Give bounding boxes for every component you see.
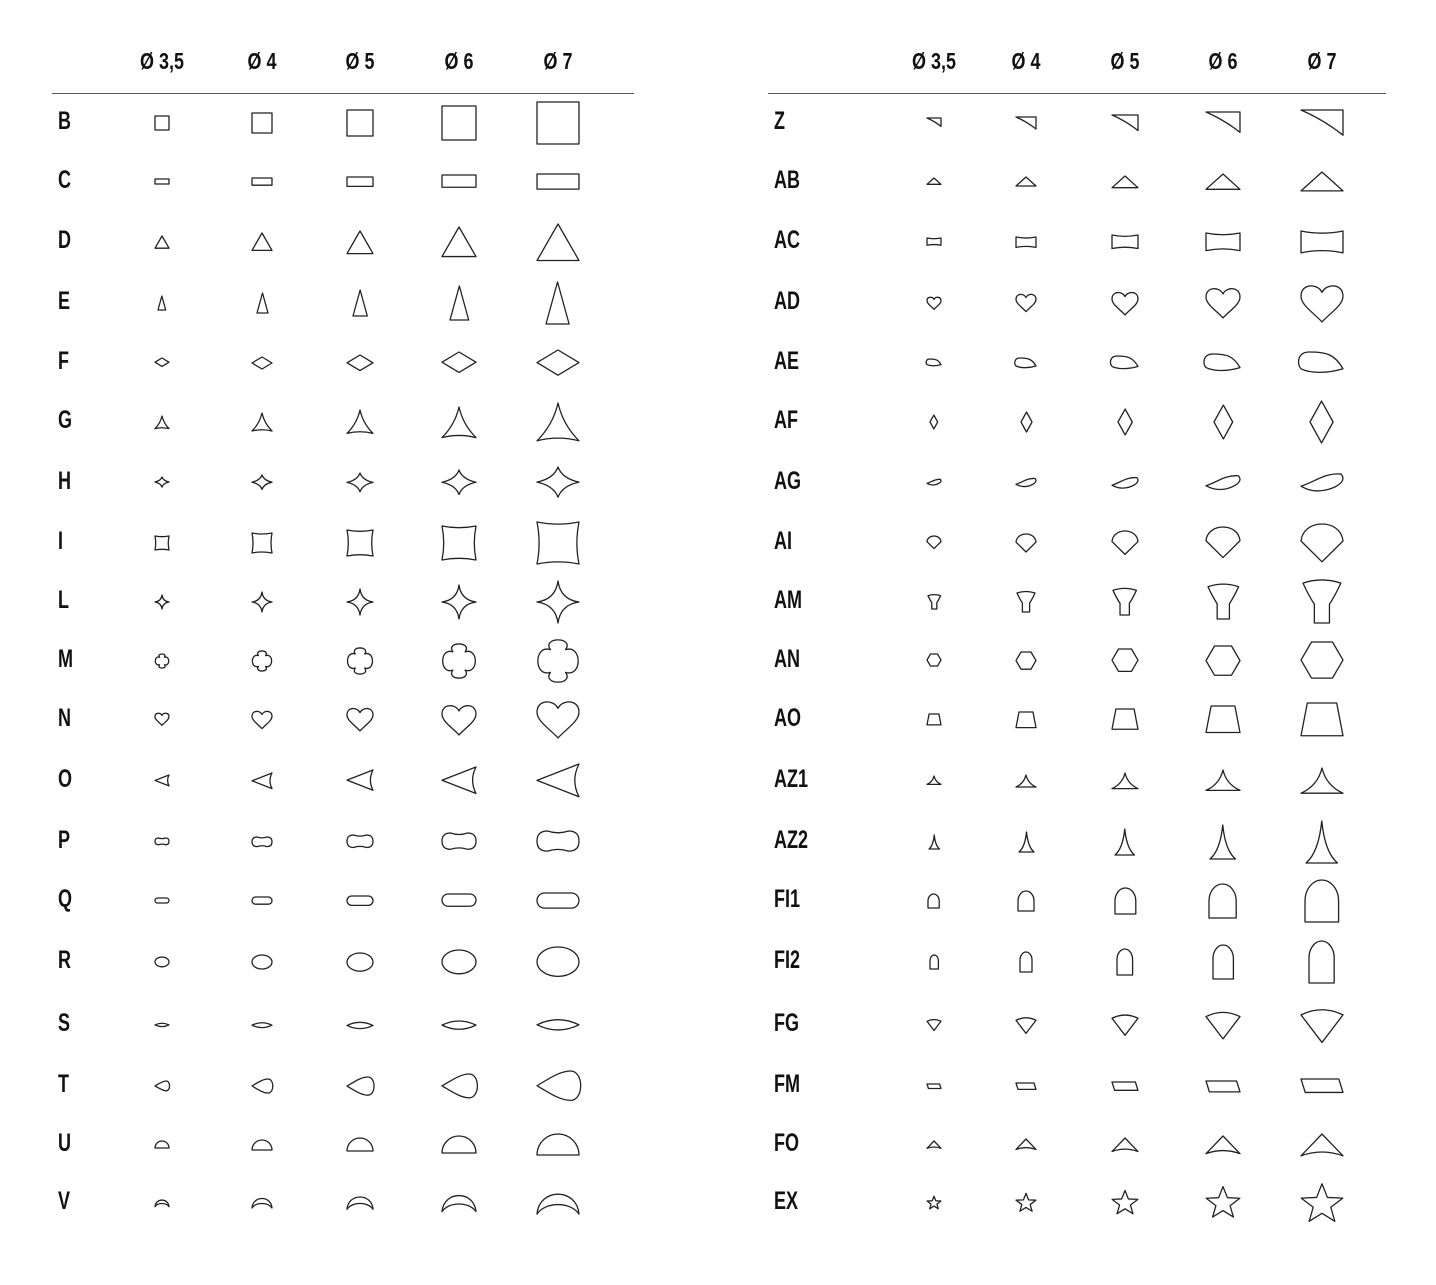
stadium-icon: [250, 895, 274, 906]
gem-icon: [1299, 1006, 1345, 1044]
wave-leaf-icon: [1299, 471, 1345, 494]
triangle-icon: [345, 229, 375, 256]
tulip-icon: [1015, 590, 1037, 614]
vertical-rhombus-icon: [1116, 407, 1134, 437]
parallelogram-icon: [1014, 1081, 1038, 1091]
rhombus-icon: [345, 353, 375, 373]
column-header: Ø 3,5: [140, 48, 184, 74]
concave-flat-triangle-icon: [1110, 771, 1140, 791]
bean-icon: [925, 357, 943, 368]
tall-triangle-icon: [156, 294, 168, 312]
arch-icon: [926, 892, 941, 910]
stadium-icon: [440, 892, 478, 908]
rhombus-icon: [153, 356, 171, 368]
row-code-label: EX: [774, 1186, 799, 1215]
heart-icon: [1110, 290, 1140, 317]
rectangle-icon: [153, 177, 171, 186]
semicircle-icon: [345, 1136, 375, 1153]
tall-arch-icon: [928, 953, 940, 971]
square-icon: [250, 111, 274, 135]
semicircle-icon: [153, 1139, 171, 1150]
row-code-label: AC: [774, 226, 800, 254]
rhombus-icon: [535, 348, 581, 377]
row-code-label: FI1: [774, 884, 801, 913]
concave-base-triangle-icon: [1110, 1136, 1140, 1154]
tall-arch-icon: [1307, 939, 1336, 985]
concave-tall-triangle-icon: [1208, 823, 1238, 861]
row-code-label: AI: [774, 526, 792, 555]
column-header: Ø 7: [543, 48, 573, 74]
concave-flat-triangle-icon: [1014, 773, 1038, 789]
row-code-label: FM: [774, 1070, 800, 1098]
row-code-label: G: [58, 406, 73, 434]
table-top-rule: [52, 93, 634, 94]
five-point-star-icon: [1299, 1181, 1345, 1225]
crescent-icon: [345, 1193, 375, 1211]
row-code-label: N: [58, 703, 72, 732]
four-point-star-icon: [345, 587, 375, 617]
ellipse-icon: [153, 955, 171, 969]
bean-icon: [1014, 356, 1038, 370]
stadium-icon: [345, 894, 375, 907]
heart-icon: [925, 295, 943, 311]
row-code-label: Z: [774, 106, 786, 135]
row-code-label: FO: [774, 1128, 799, 1157]
hexagon-icon: [1299, 640, 1345, 680]
ellipse-icon: [440, 948, 478, 976]
hexagon-icon: [1110, 647, 1140, 673]
row-code-label: AE: [774, 346, 800, 375]
column-header: Ø 5: [1110, 48, 1140, 74]
concave-square-icon: [440, 524, 478, 562]
column-header: Ø 4: [1011, 48, 1041, 74]
concave-triangle-icon: [153, 414, 171, 431]
peanut-icon: [250, 835, 274, 849]
square-icon: [440, 104, 478, 142]
row-code-label: H: [58, 466, 72, 495]
shell-icon: [1299, 522, 1345, 564]
row-code-label: F: [58, 346, 70, 375]
crescent-icon: [440, 1191, 478, 1214]
vertical-rhombus-icon: [928, 413, 940, 431]
vertical-rhombus-icon: [1019, 410, 1034, 434]
row-code-label: S: [58, 1009, 71, 1037]
tulip-icon: [926, 593, 943, 611]
shell-icon: [1110, 529, 1140, 556]
row-code-label: AN: [774, 644, 800, 673]
heart-icon: [153, 711, 171, 727]
heart-icon: [1299, 283, 1345, 324]
lens-icon: [440, 1016, 478, 1034]
semicircle-icon: [250, 1138, 274, 1152]
row-code-label: AZ2: [774, 825, 809, 854]
rhombus-icon: [440, 350, 478, 374]
square-icon: [535, 100, 581, 146]
wave-leaf-icon: [1204, 473, 1242, 492]
tulip-icon: [1111, 587, 1138, 617]
gem-icon: [925, 1017, 943, 1032]
concave-square-icon: [345, 528, 375, 558]
tall-arch-icon: [1115, 947, 1135, 977]
column-header: Ø 6: [444, 48, 474, 74]
row-code-label: U: [58, 1128, 72, 1157]
concave-base-triangle-icon: [1204, 1134, 1242, 1156]
concave-rectangle-icon: [1299, 229, 1345, 255]
lens-icon: [535, 1014, 581, 1036]
heart-icon: [1014, 292, 1038, 314]
concave-rhombus-icon: [440, 468, 478, 496]
tall-triangle-icon: [351, 288, 369, 318]
four-point-star-icon: [535, 579, 581, 625]
concave-rectangle-icon: [1204, 231, 1242, 253]
column-header: Ø 7: [1307, 48, 1337, 74]
stadium-icon: [153, 896, 171, 905]
concave-flat-triangle-icon: [1204, 768, 1242, 792]
trapezoid-icon: [1110, 707, 1140, 731]
wedge-icon: [1204, 110, 1242, 134]
heart-icon: [440, 703, 478, 737]
hexagon-icon: [1014, 650, 1038, 671]
five-point-star-icon: [925, 1194, 943, 1211]
tulip-icon: [1301, 579, 1343, 625]
gem-icon: [1204, 1009, 1242, 1041]
concave-square-icon: [153, 534, 171, 552]
peanut-icon: [345, 833, 375, 849]
arch-icon: [1016, 889, 1036, 913]
row-code-label: FI2: [774, 946, 801, 974]
teardrop-left-icon: [250, 1077, 274, 1095]
triangle-icon: [153, 234, 171, 250]
arch-icon: [1113, 886, 1138, 916]
row-code-label: AG: [774, 466, 801, 495]
hexagon-icon: [1204, 644, 1242, 677]
flat-triangle-icon: [1110, 174, 1140, 190]
flat-triangle-icon: [1299, 170, 1345, 193]
parallelogram-icon: [1204, 1079, 1242, 1094]
bean-icon: [1299, 350, 1345, 375]
row-code-label: P: [58, 825, 71, 854]
trapezoid-icon: [925, 712, 943, 727]
tall-arch-icon: [1018, 950, 1034, 974]
shell-icon: [1204, 525, 1242, 560]
trapezoid-icon: [1299, 701, 1345, 738]
concave-flat-triangle-icon: [925, 774, 943, 786]
column-header: Ø 6: [1208, 48, 1238, 74]
parallelogram-icon: [1110, 1080, 1140, 1092]
tall-triangle-icon: [255, 291, 270, 315]
wedge-icon: [1014, 115, 1038, 131]
arch-icon: [1207, 882, 1238, 920]
teardrop-left-icon: [440, 1072, 478, 1100]
peanut-icon: [535, 829, 581, 853]
rectangle-icon: [535, 172, 581, 191]
row-code-label: D: [58, 226, 72, 254]
column-header: Ø 5: [345, 48, 375, 74]
hexagon-icon: [925, 652, 943, 668]
ellipse-icon: [535, 945, 581, 978]
row-code-label: T: [58, 1070, 70, 1098]
shell-icon: [925, 534, 943, 551]
wave-leaf-icon: [1110, 475, 1140, 491]
heart-icon: [1204, 286, 1242, 320]
rectangle-icon: [345, 175, 375, 188]
column-header: Ø 3,5: [912, 48, 956, 74]
concave-rhombus-icon: [250, 473, 274, 491]
quatrefoil-icon: [345, 646, 375, 676]
row-code-label: M: [58, 644, 73, 673]
four-point-star-icon: [250, 590, 274, 614]
concave-triangle-icon: [345, 408, 375, 435]
triangle-icon: [440, 225, 478, 259]
concave-rectangle-icon: [1110, 233, 1140, 251]
row-code-label: O: [58, 764, 73, 793]
wedge-icon: [1299, 108, 1345, 137]
wave-leaf-icon: [925, 477, 943, 487]
four-point-star-icon: [440, 583, 478, 621]
concave-tall-triangle-icon: [1017, 830, 1036, 854]
concave-tall-triangle-icon: [1304, 819, 1340, 865]
concave-triangle-icon: [535, 401, 581, 443]
arrowhead-left-icon: [440, 765, 478, 796]
shell-icon: [1014, 532, 1038, 554]
tall-triangle-icon: [448, 284, 471, 322]
row-code-label: AM: [774, 585, 803, 614]
ellipse-icon: [345, 951, 375, 973]
concave-rhombus-icon: [345, 471, 375, 494]
arrowhead-left-icon: [250, 771, 274, 791]
flat-triangle-icon: [1014, 175, 1038, 188]
vertical-rhombus-icon: [1308, 399, 1335, 445]
lens-icon: [250, 1019, 274, 1031]
bean-icon: [1204, 352, 1242, 373]
row-code-label: I: [58, 526, 64, 555]
square-icon: [345, 108, 375, 138]
quatrefoil-icon: [535, 638, 581, 684]
arrowhead-left-icon: [535, 762, 581, 799]
concave-triangle-icon: [440, 405, 478, 440]
teardrop-left-icon: [345, 1075, 375, 1097]
row-code-label: B: [58, 106, 72, 135]
lens-icon: [345, 1018, 375, 1033]
wedge-icon: [925, 116, 943, 128]
parallelogram-icon: [925, 1082, 943, 1090]
peanut-icon: [153, 836, 171, 847]
row-code-label: V: [58, 1186, 71, 1215]
row-code-label: Q: [58, 884, 73, 913]
lens-icon: [153, 1020, 171, 1030]
concave-base-triangle-icon: [1299, 1132, 1345, 1158]
flat-triangle-icon: [1204, 172, 1242, 191]
row-code-label: AB: [774, 165, 800, 194]
concave-base-triangle-icon: [925, 1139, 943, 1150]
tall-triangle-icon: [544, 280, 571, 326]
row-code-label: AF: [774, 406, 798, 434]
concave-rectangle-icon: [1014, 235, 1038, 249]
concave-tall-triangle-icon: [927, 833, 942, 851]
heart-icon: [535, 699, 581, 740]
concave-square-icon: [535, 520, 581, 566]
concave-tall-triangle-icon: [1113, 827, 1137, 857]
quatrefoil-icon: [153, 652, 171, 670]
gem-icon: [1014, 1015, 1038, 1035]
heart-icon: [345, 706, 375, 733]
table-top-rule: [768, 93, 1386, 94]
concave-rectangle-icon: [925, 236, 943, 247]
peanut-icon: [440, 831, 478, 851]
arrowhead-left-icon: [153, 773, 171, 788]
semicircle-icon: [440, 1134, 478, 1155]
rhombus-icon: [250, 355, 274, 371]
quatrefoil-icon: [250, 649, 274, 673]
row-code-label: E: [58, 287, 71, 315]
flat-triangle-icon: [925, 176, 943, 186]
five-point-star-icon: [1204, 1184, 1242, 1220]
stadium-icon: [535, 891, 581, 910]
trapezoid-icon: [1204, 704, 1242, 735]
concave-rhombus-icon: [153, 475, 171, 489]
tulip-icon: [1206, 583, 1241, 621]
concave-flat-triangle-icon: [1299, 766, 1345, 795]
five-point-star-icon: [1014, 1191, 1038, 1214]
teardrop-left-icon: [535, 1069, 581, 1102]
row-code-label: L: [58, 585, 70, 614]
crescent-icon: [153, 1197, 171, 1209]
gem-icon: [1110, 1012, 1140, 1037]
triangle-icon: [250, 231, 274, 252]
crescent-icon: [250, 1195, 274, 1210]
concave-rhombus-icon: [535, 465, 581, 499]
row-code-label: AD: [774, 287, 800, 315]
row-code-label: C: [58, 165, 72, 194]
parallelogram-icon: [1299, 1077, 1345, 1094]
ellipse-icon: [250, 953, 274, 971]
arrowhead-left-icon: [345, 768, 375, 792]
crescent-icon: [535, 1189, 581, 1216]
semicircle-icon: [535, 1132, 581, 1157]
concave-square-icon: [250, 531, 274, 555]
tall-arch-icon: [1211, 943, 1235, 981]
row-code-label: FG: [774, 1009, 799, 1037]
rectangle-icon: [440, 173, 478, 189]
row-code-label: AO: [774, 703, 801, 732]
triangle-icon: [535, 222, 581, 263]
row-code-label: AZ1: [774, 764, 809, 793]
five-point-star-icon: [1110, 1188, 1140, 1217]
concave-triangle-icon: [250, 411, 274, 433]
wedge-icon: [1110, 113, 1140, 133]
column-header: Ø 4: [247, 48, 277, 74]
square-icon: [153, 114, 171, 132]
teardrop-left-icon: [153, 1079, 171, 1093]
trapezoid-icon: [1014, 710, 1038, 730]
wave-leaf-icon: [1014, 476, 1038, 489]
rectangle-icon: [250, 176, 274, 187]
four-point-star-icon: [153, 593, 171, 611]
arch-icon: [1303, 878, 1341, 924]
quatrefoil-icon: [440, 642, 478, 680]
bean-icon: [1110, 354, 1140, 371]
vertical-rhombus-icon: [1212, 403, 1235, 441]
heart-icon: [250, 709, 274, 731]
concave-base-triangle-icon: [1014, 1137, 1038, 1151]
row-code-label: R: [58, 946, 72, 974]
